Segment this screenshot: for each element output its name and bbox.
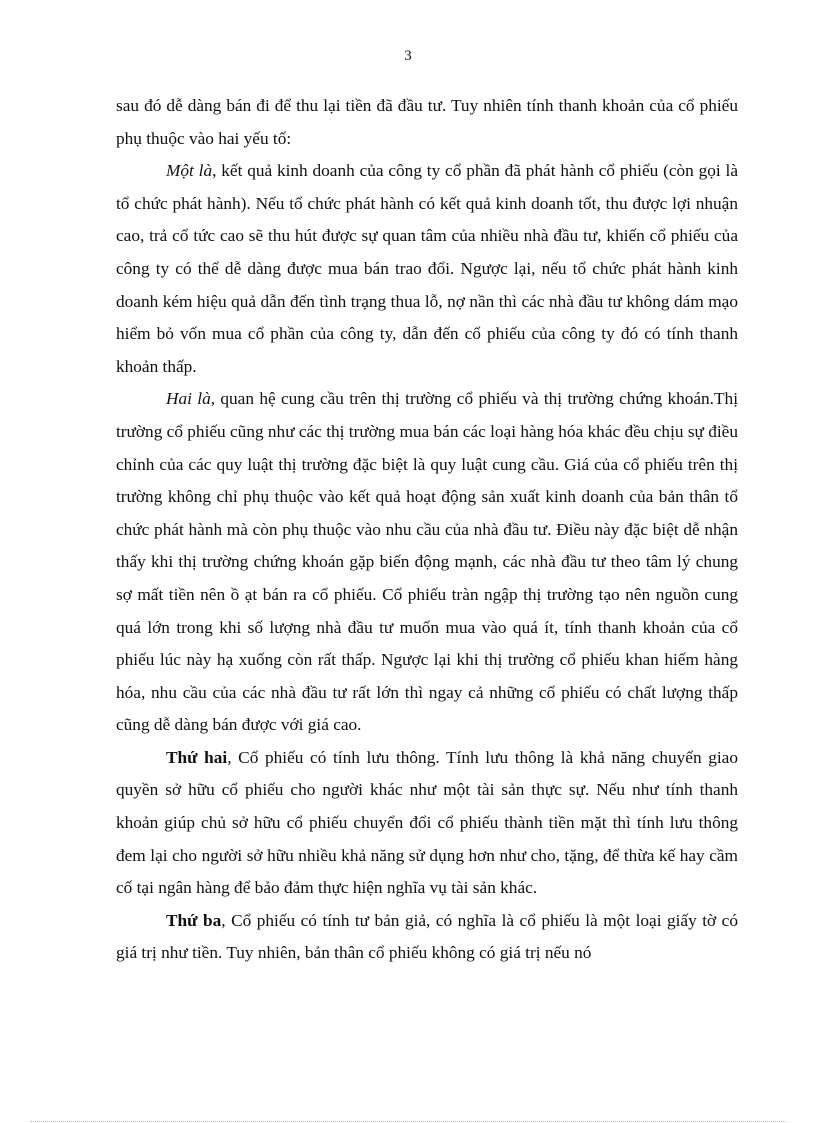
paragraph-text: sau đó dễ dàng bán đi để thu lại tiền đã đầu tư. Tuy nhiên tính thanh khoản của cổ phiếu phụ thuộc vào hai yếu tố:: [116, 96, 738, 148]
page-number: 3: [404, 48, 412, 64]
paragraph-lead: Thứ hai: [166, 747, 228, 767]
paragraph-lead: Thứ ba: [166, 910, 222, 930]
paragraph-thu-hai: [116, 742, 738, 905]
paragraph-mot-la: [116, 155, 738, 383]
paragraph-hai-la: [116, 383, 738, 742]
paragraph-text: , kết quả kinh doanh của công ty cổ phần đã phát hành cổ phiếu (còn gọi là tổ chức phát hành). Nếu tổ chức phát hành có kết quả kinh doanh tốt, thu được lợi nhuận cao, trả cổ tức cao sẽ thu hút được sự quan tâm của nhiều nhà đầu tư, khiến cổ phiếu của công ty có thể dễ dàng được mua bán trao đổi. Ngược lại, nếu tổ chức phát hành kinh doanh kém hiệu quả dẫn đến tình trạng thua lỗ, nợ nần thì các nhà đầu tư không dám mạo hiểm bỏ vốn mua cổ phần của công ty, dẫn đến cổ phiếu của công ty đó có tính thanh khoản thấp.: [116, 161, 738, 376]
paragraph-thu-ba: [116, 905, 738, 970]
paragraph-text: , quan hệ cung cầu trên thị trường cổ phiếu và thị trường chứng khoán.Thị trường cổ phiếu cũng như các thị trường mua bán các loại hàng hóa khác đều chịu sự điều chỉnh của các quy luật thị trường đặc biệt là quy luật cung cầu. Giá của cổ phiếu trên thị trường không chỉ phụ thuộc vào kết quả hoạt động sản xuất kinh doanh của bản thân tổ chức phát hành mà còn phụ thuộc vào nhu cầu của nhà đầu tư. Điều này đặc biệt dễ nhận thấy khi thị trường chứng khoán gặp biến động mạnh, các nhà đầu tư theo tâm lý chung sợ mất tiền nên ồ ạt bán ra cổ phiếu. Cổ phiếu tràn ngập thị trường tạo nên nguồn cung quá lớn trong khi số lượng nhà đầu tư muốn mua vào quá ít, tính thanh khoản của cổ phiếu lúc này hạ xuống còn rất thấp. Ngược lại khi thị trường cổ phiếu khan hiếm hàng hóa, nhu cầu của các nhà đầu tư rất lớn thì ngay cả những cổ phiếu có chất lượng thấp cũng dễ dàng bán được với giá cao.: [116, 389, 738, 735]
paragraph-lead: Một là: [166, 161, 213, 181]
page-bottom-divider: [30, 1121, 786, 1122]
paragraph-text: , Cổ phiếu có tính lưu thông. Tính lưu thông là khả năng chuyển giao quyền sở hữu cổ phiếu cho người khác như một tài sản thực sự. Nếu như tính thanh khoản giúp chủ sở hữu cổ phiếu chuyển đổi cổ phiếu thành tiền mặt thì tính lưu thông đem lại cho người sở hữu nhiều khả năng sử dụng hơn như cho, tặng, để thừa kế hay cầm cố tại ngân hàng để bảo đảm thực hiện nghĩa vụ tài sản khác.: [116, 747, 738, 898]
document-body: [116, 90, 738, 970]
paragraph-lead: Hai là: [166, 389, 211, 409]
paragraph-continuation: [116, 90, 738, 155]
paragraph-text: , Cổ phiếu có tính tư bản giả, có nghĩa là cổ phiếu là một loại giấy tờ có giá trị như tiền. Tuy nhiên, bản thân cổ phiếu không có giá trị nếu nó: [116, 910, 738, 963]
